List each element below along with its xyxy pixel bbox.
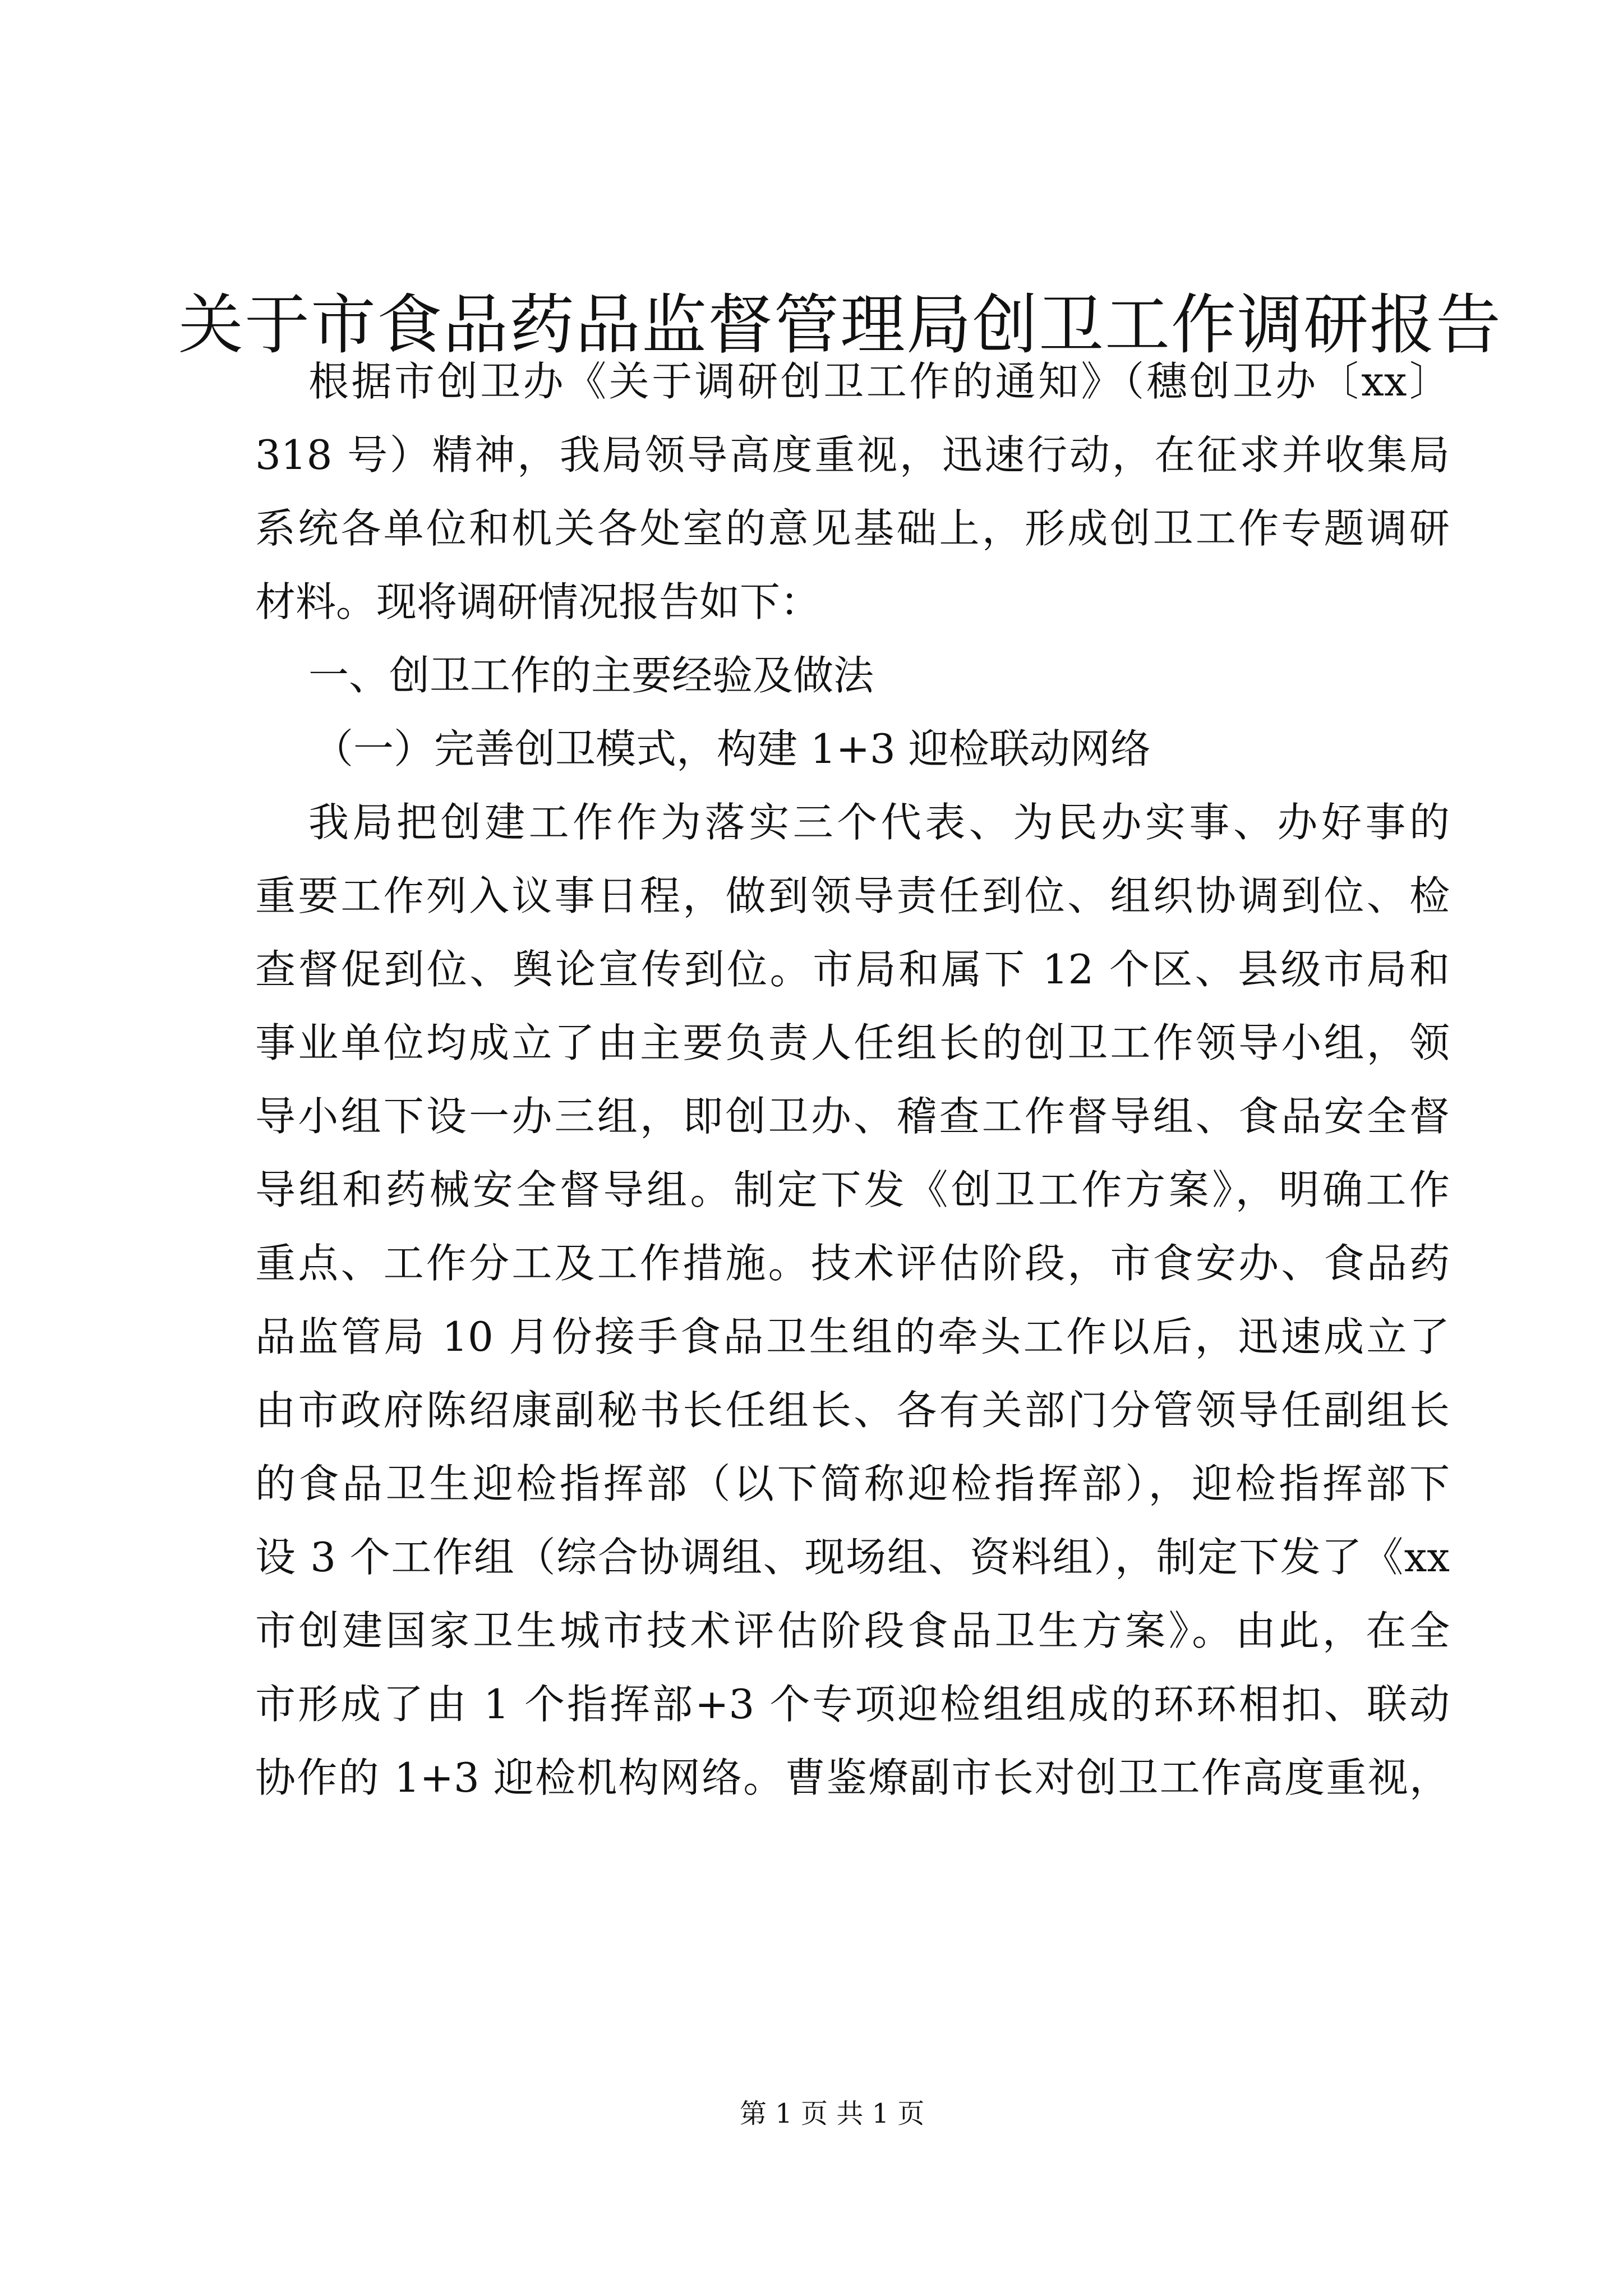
paragraph-2-line-1: 我局把创建工作作为落实三个代表、为民办实事、办好事的	[308, 799, 1450, 846]
paragraph-2-line-7: 重点、工作分工及工作措施。技术评估阶段，市食安办、食品药	[255, 1240, 1450, 1287]
page-footer: 第 1 页 共 1 页	[740, 2098, 925, 2129]
paragraph-2-line-13: 市形成了由 1 个指挥部+3 个专项迎检组组成的环环相扣、联动	[255, 1681, 1450, 1728]
paragraph-2-line-9: 由市政府陈绍康副秘书长任组长、各有关部门分管领导任副组长	[255, 1387, 1450, 1434]
paragraph-1-line-1: 根据市创卫办《关于调研创卫工作的通知》（穗创卫办〔xx〕	[308, 358, 1450, 405]
paragraph-2-line-11: 设 3 个工作组（综合协调组、现场组、资料组），制定下发了《xx	[255, 1534, 1450, 1581]
paragraph-2-line-5: 导小组下设一办三组，即创卫办、稽查工作督导组、食品安全督	[255, 1093, 1450, 1140]
paragraph-2-line-12: 市创建国家卫生城市技术评估阶段食品卫生方案》。由此，在全	[255, 1607, 1450, 1654]
document-title: 关于市食品药品监督管理局创卫工作调研报告	[178, 287, 1502, 363]
paragraph-2-line-10: 的食品卫生迎检指挥部（以下简称迎检指挥部），迎检指挥部下	[255, 1460, 1450, 1507]
subsection-heading: （一）完善创卫模式，构建 1+3 迎检联动网络	[313, 725, 1151, 772]
paragraph-2-line-14: 协作的 1+3 迎检机构网络。曹鉴燎副市长对创卫工作高度重视，	[255, 1754, 1450, 1801]
paragraph-2-line-8: 品监管局 10 月份接手食品卫生组的牵头工作以后，迅速成立了	[255, 1313, 1450, 1360]
paragraph-2-line-4: 事业单位均成立了由主要负责人任组长的创卫工作领导小组，领	[255, 1019, 1450, 1066]
paragraph-2-line-2: 重要工作列入议事日程，做到领导责任到位、组织协调到位、检	[255, 872, 1450, 919]
section-heading: 一、创卫工作的主要经验及做法	[308, 652, 874, 699]
paragraph-2-line-3: 查督促到位、舆论宣传到位。市局和属下 12 个区、县级市局和	[255, 946, 1450, 993]
paragraph-1-line-4: 材料。现将调研情况报告如下：	[255, 578, 821, 625]
paragraph-1-line-2: 318 号）精神，我局领导高度重视，迅速行动，在征求并收集局	[255, 431, 1450, 478]
paragraph-1-line-3: 系统各单位和机关各处室的意见基础上，形成创卫工作专题调研	[255, 505, 1450, 552]
paragraph-2-line-6: 导组和药械安全督导组。制定下发《创卫工作方案》，明确工作	[255, 1166, 1450, 1213]
